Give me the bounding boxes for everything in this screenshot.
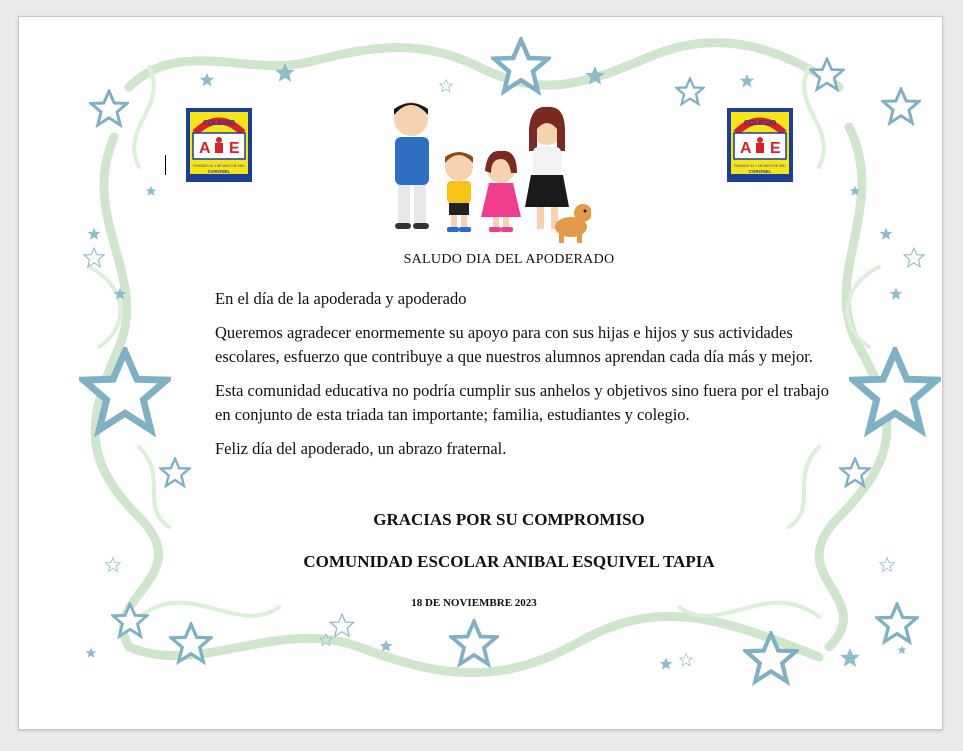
svg-text:CORONEL: CORONEL bbox=[207, 169, 231, 174]
paragraph-community: Esta comunidad educativa no podría cumplir sus anhelos y objetivos sino fuera por el trabajo en conjunto de esta triada tan importante; familia, estudiantes y colegio. bbox=[215, 381, 830, 424]
school-signature: COMUNIDAD ESCOLAR ANIBAL ESQUIVEL TAPIA bbox=[303, 552, 715, 571]
paragraph-greeting: En el día de la apoderada y apoderado bbox=[215, 289, 467, 308]
paragraph-closing: Feliz día del apoderado, un abrazo fraternal. bbox=[215, 439, 507, 458]
svg-text:A: A bbox=[199, 140, 211, 157]
svg-text:E: E bbox=[229, 140, 240, 157]
school-logo-left bbox=[185, 107, 253, 183]
svg-text:FUNDADO EL 1 DE MAYO DE 1981: FUNDADO EL 1 DE MAYO DE 1981 bbox=[734, 164, 786, 168]
svg-text:FUNDADO EL 1 DE MAYO DE 1981: FUNDADO EL 1 DE MAYO DE 1981 bbox=[193, 164, 245, 168]
school-logo-right bbox=[726, 107, 794, 183]
paragraph-thanks: Queremos agradecer enormemente su apoyo para con sus hijas e hijos y sus actividades escolares, esfuerzo que contribuye a que nuestros alumnos aprendan cada día más y mejor. bbox=[215, 323, 813, 366]
document-page bbox=[18, 16, 943, 730]
document-date: 18 DE NOVIEMBRE 2023 bbox=[411, 597, 537, 609]
svg-text:CORONEL: CORONEL bbox=[748, 169, 772, 174]
svg-text:COLEGIO: COLEGIO bbox=[202, 120, 236, 127]
svg-text:COLEGIO: COLEGIO bbox=[743, 120, 777, 127]
document-title: SALUDO DIA DEL APODERADO bbox=[403, 252, 615, 267]
document-body bbox=[215, 287, 845, 471]
svg-text:E: E bbox=[770, 140, 781, 157]
family-illustration bbox=[371, 99, 591, 249]
thanks-heading: GRACIAS POR SU COMPROMISO bbox=[373, 510, 645, 529]
svg-text:A: A bbox=[740, 140, 752, 157]
text-cursor bbox=[165, 155, 166, 175]
